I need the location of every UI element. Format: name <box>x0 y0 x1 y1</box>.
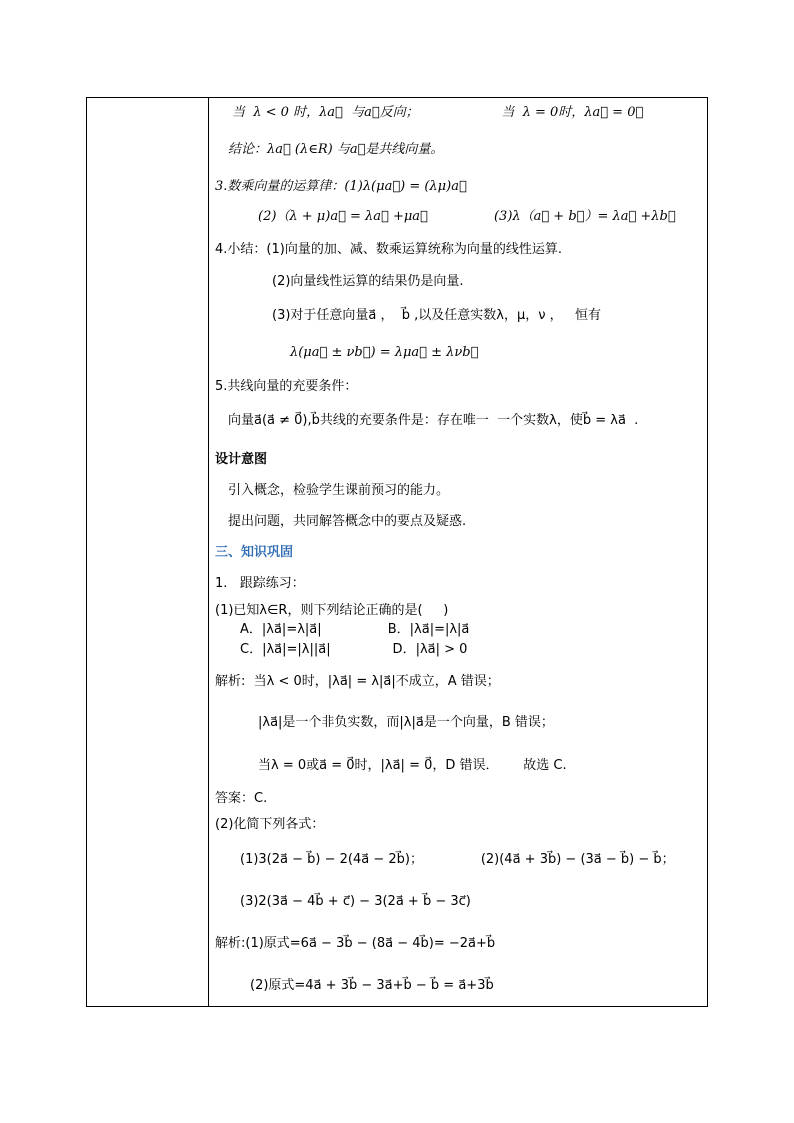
text-line-l21: 当λ = 0或a⃗ = 0⃗时，|λa⃗| = 0⃗，D 错误． 故选 C. <box>258 758 567 773</box>
text-line-l02: 结论：λa⃗ (λ∈R) 与a⃗是共线向量。 <box>228 142 444 157</box>
text-line-l17: A．|λa⃗|=λ|a⃗| B．|λa⃗|=|λ|a⃗ <box>240 622 470 637</box>
text-line-l20: |λa⃗|是一个非负实数，而|λ|a⃗是一个向量，B 错误； <box>258 715 554 730</box>
text-line-l25: (3)2(3a⃗ − 4b⃗ + c⃗) − 3(2a⃗ + b⃗ − 3c⃗) <box>240 894 471 909</box>
text-line-l07: (3)对于任意向量a⃗ ， b⃗ ,以及任意实数λ，μ，ν ， 恒有 <box>272 308 602 323</box>
text-line-l09: 5.共线向量的充要条件： <box>215 379 358 394</box>
text-line-l24: (1)3(2a⃗ − b⃗) − 2(4a⃗ − 2b⃗)； (2)(4a⃗ + 3b⃗) − (3a⃗ − b⃗) − b⃗； <box>240 852 675 867</box>
text-line-l15: 1. 跟踪练习： <box>215 576 305 591</box>
text-line-l22: 答案：C. <box>215 791 268 806</box>
text-line-l18: C．|λa⃗|=|λ||a⃗| D．|λa⃗| > 0 <box>240 642 468 657</box>
text-line-l08: λ(μa⃗ ± νb⃗) = λμa⃗ ± λνb⃗ <box>290 345 479 360</box>
text-line-l03: 3.数乘向量的运算律：(1)λ(μa⃗) = (λμ)a⃗ <box>215 179 467 194</box>
text-line-l04: (2)（λ + μ)a⃗ = λa⃗ +μa⃗ (3)λ（a⃗ + b⃗）= λa⃗ +λb⃗ <box>258 209 676 224</box>
text-line-l01: 当 λ < 0 时，λa⃗ 与a⃗反向； 当 λ = 0时，λa⃗ = 0⃗ <box>232 105 644 120</box>
text-line-l19: 解析: 当λ < 0时，|λa⃗| = λ|a⃗|不成立，A 错误； <box>215 674 500 689</box>
text-line-l13: 提出问题，共同解答概念中的要点及疑惑. <box>228 514 467 529</box>
text-line-l12: 引入概念，检验学生课前预习的能力。 <box>228 483 450 498</box>
text-line-l05: 4.小结：(1)向量的加、减、数乘运算统称为向量的线性运算. <box>215 242 562 257</box>
text-line-l10: 向量a⃗(a⃗ ≠ 0⃗),b⃗共线的充要条件是：存在唯一 一个实数λ，使b⃗ = λa⃗ . <box>228 413 639 428</box>
text-line-l27: (2)原式=4a⃗ + 3b⃗ − 3a⃗+b⃗ − b⃗ = a⃗+3b⃗ <box>250 978 494 993</box>
text-line-l06: (2)向量线性运算的结果仍是向量. <box>272 274 464 289</box>
text-line-l23: (2)化简下列各式： <box>215 817 325 832</box>
text-line-l26: 解析:(1)原式=6a⃗ − 3b⃗ − (8a⃗ − 4b⃗)= −2a⃗+b⃗ <box>215 936 496 951</box>
text-line-l16: (1)已知λ∈R，则下列结论正确的是( ) <box>215 603 449 618</box>
text-line-l11: 设计意图 <box>215 452 268 467</box>
text-line-l14: 三、知识巩固 <box>215 545 294 560</box>
